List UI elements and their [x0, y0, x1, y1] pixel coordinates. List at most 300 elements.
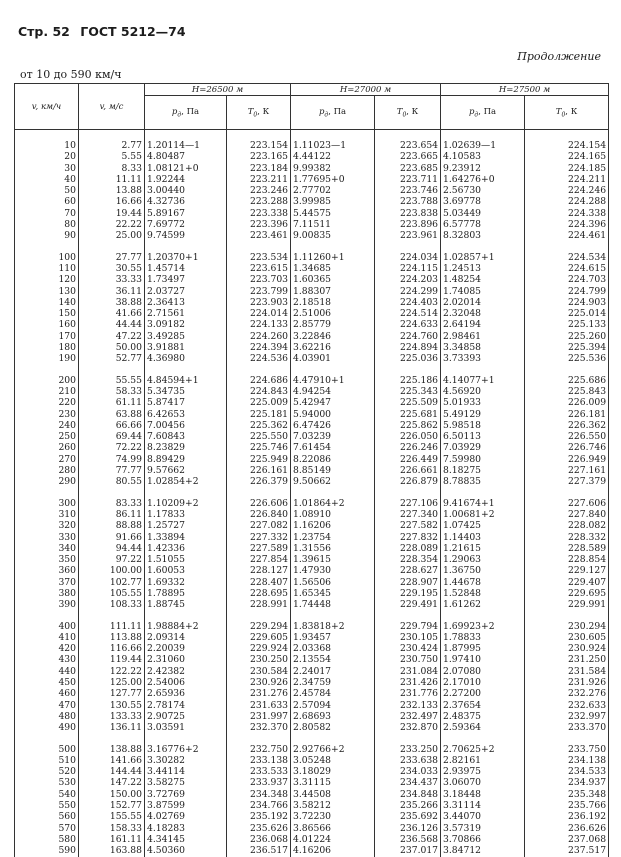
- pressure-cell: 2.57094: [291, 700, 375, 711]
- temperature-cell: 228.854: [525, 554, 609, 565]
- speed-ms-cell: 16.66: [79, 196, 145, 207]
- speed-kmh-cell: 460: [15, 688, 79, 699]
- temperature-cell: 225.843: [525, 386, 609, 397]
- temperature-cell: 224.338: [525, 208, 609, 219]
- temperature-cell: 234.533: [525, 766, 609, 777]
- pressure-cell: 2.93975: [441, 766, 525, 777]
- table-row: [15, 498, 609, 509]
- temperature-cell: 231.084: [375, 666, 441, 677]
- speed-kmh-cell: 580: [15, 834, 79, 845]
- temperature-cell: 232.497: [375, 711, 441, 722]
- speed-ms-cell: 133.33: [79, 711, 145, 722]
- pressure-cell: 1.23754: [291, 532, 375, 543]
- pressure-cell: 4.56920: [441, 386, 525, 397]
- speed-kmh-cell: 130: [15, 286, 79, 297]
- table-row: [15, 274, 609, 285]
- temperature-cell: 231.997: [227, 711, 291, 722]
- pressure-cell: 3.58275: [145, 777, 227, 788]
- temperature-cell: 223.184: [227, 163, 291, 174]
- speed-kmh-cell: 410: [15, 632, 79, 643]
- speed-kmh-cell: 60: [15, 196, 79, 207]
- temperature-cell: 232.997: [525, 711, 609, 722]
- pressure-cell: 1.42336: [145, 543, 227, 554]
- pressure-cell: 8.85149: [291, 465, 375, 476]
- pressure-cell: 6.42653: [145, 409, 227, 420]
- table-row: [15, 700, 609, 711]
- pressure-cell: 4.44122: [291, 151, 375, 162]
- temperature-cell: 230.424: [375, 643, 441, 654]
- pressure-cell: 1.25727: [145, 520, 227, 531]
- speed-kmh-cell: 420: [15, 643, 79, 654]
- pressure-cell: 3.72230: [291, 811, 375, 822]
- pressure-cell: 1.60053: [145, 565, 227, 576]
- temperature-cell: 237.017: [375, 845, 441, 856]
- temperature-cell: 225.186: [375, 375, 441, 386]
- speed-ms-cell: 36.11: [79, 286, 145, 297]
- temperature-cell: 223.154: [227, 140, 291, 151]
- temperature-cell: 226.746: [525, 442, 609, 453]
- temperature-cell: 229.195: [375, 588, 441, 599]
- pressure-cell: 4.94254: [291, 386, 375, 397]
- speed-ms-cell: 8.33: [79, 163, 145, 174]
- speed-kmh-cell: 430: [15, 654, 79, 665]
- speed-kmh-cell: 550: [15, 800, 79, 811]
- speed-kmh-cell: 290: [15, 476, 79, 487]
- header-speed-ms: v, м/с: [79, 84, 145, 130]
- pressure-cell: 5.94000: [291, 409, 375, 420]
- temperature-cell: 225.133: [525, 319, 609, 330]
- pressure-cell: 3.73393: [441, 353, 525, 364]
- temperature-cell: 226.449: [375, 454, 441, 465]
- table-row: [15, 409, 609, 420]
- pressure-cell: 1.16206: [291, 520, 375, 531]
- table-row: [15, 577, 609, 588]
- pressure-cell: 3.03591: [145, 722, 227, 733]
- pressure-cell: 1.97410: [441, 654, 525, 665]
- temperature-cell: 234.033: [375, 766, 441, 777]
- pressure-cell: 3.30282: [145, 755, 227, 766]
- pressure-cell: 3.44114: [145, 766, 227, 777]
- table-row: [15, 845, 609, 856]
- pressure-cell: 1.29063: [441, 554, 525, 565]
- temperature-cell: 233.533: [227, 766, 291, 777]
- pressure-cell: 4.02769: [145, 811, 227, 822]
- table-row: [15, 431, 609, 442]
- pressure-cell: 1.77695+0: [291, 174, 375, 185]
- temperature-cell: 224.843: [227, 386, 291, 397]
- pressure-cell: 2.78174: [145, 700, 227, 711]
- temperature-cell: 228.127: [227, 565, 291, 576]
- speed-kmh-cell: 400: [15, 621, 79, 632]
- temperature-cell: 234.766: [227, 800, 291, 811]
- temperature-cell: 224.299: [375, 286, 441, 297]
- table-row: [15, 565, 609, 576]
- temperature-cell: 229.407: [525, 577, 609, 588]
- temperature-cell: 223.461: [227, 230, 291, 241]
- pressure-cell: 3.49285: [145, 331, 227, 342]
- speed-ms-cell: 69.44: [79, 431, 145, 442]
- table-row: [15, 196, 609, 207]
- pressure-cell: 4.36980: [145, 353, 227, 364]
- pressure-cell: 1.44678: [441, 577, 525, 588]
- pressure-cell: 1.93457: [291, 632, 375, 643]
- temperature-cell: 231.633: [227, 700, 291, 711]
- header-pressure-3: $p_д$, Па: [441, 96, 525, 130]
- table-row: [15, 666, 609, 677]
- speed-kmh-cell: 510: [15, 755, 79, 766]
- temperature-cell: 226.661: [375, 465, 441, 476]
- temperature-cell: 234.937: [525, 777, 609, 788]
- temperature-cell: 225.260: [525, 331, 609, 342]
- speed-ms-cell: 116.66: [79, 643, 145, 654]
- pressure-cell: 1.69923+2: [441, 621, 525, 632]
- pressure-cell: 3.31115: [291, 777, 375, 788]
- header-speed-kmh: v, км/ч: [15, 84, 79, 130]
- pressure-cell: 1.07425: [441, 520, 525, 531]
- pressure-cell: 9.99382: [291, 163, 375, 174]
- table-row: [15, 520, 609, 531]
- pressure-cell: 3.18448: [441, 789, 525, 800]
- table-row: [15, 219, 609, 230]
- pressure-cell: 2.24017: [291, 666, 375, 677]
- temperature-cell: 232.870: [375, 722, 441, 733]
- temperature-cell: 223.211: [227, 174, 291, 185]
- pressure-cell: 3.16776+2: [145, 744, 227, 755]
- temperature-cell: 228.082: [525, 520, 609, 531]
- speed-ms-cell: 119.44: [79, 654, 145, 665]
- temperature-cell: 226.879: [375, 476, 441, 487]
- pressure-cell: 1.47930: [291, 565, 375, 576]
- speed-ms-cell: 47.22: [79, 331, 145, 342]
- pressure-cell: 7.59980: [441, 454, 525, 465]
- temperature-cell: 228.695: [227, 588, 291, 599]
- pressure-cell: 9.74599: [145, 230, 227, 241]
- header-altitude-1: H=26500 м: [145, 84, 291, 96]
- speed-kmh-cell: 520: [15, 766, 79, 777]
- temperature-cell: 225.362: [227, 420, 291, 431]
- temperature-cell: 223.838: [375, 208, 441, 219]
- speed-kmh-cell: 320: [15, 520, 79, 531]
- temperature-cell: 226.050: [375, 431, 441, 442]
- pressure-cell: 3.34858: [441, 342, 525, 353]
- pressure-cell: 9.57662: [145, 465, 227, 476]
- speed-kmh-cell: 160: [15, 319, 79, 330]
- temperature-cell: 226.161: [227, 465, 291, 476]
- temperature-cell: 228.991: [227, 599, 291, 610]
- temperature-cell: 224.403: [375, 297, 441, 308]
- pressure-cell: 4.16206: [291, 845, 375, 856]
- pressure-cell: 1.48254: [441, 274, 525, 285]
- speed-ms-cell: 122.22: [79, 666, 145, 677]
- speed-ms-cell: 83.33: [79, 498, 145, 509]
- speed-kmh-cell: 440: [15, 666, 79, 677]
- temperature-cell: 226.949: [525, 454, 609, 465]
- pressure-cell: 4.03901: [291, 353, 375, 364]
- pressure-cell: 3.18029: [291, 766, 375, 777]
- pressure-cell: 5.87417: [145, 397, 227, 408]
- temperature-cell: 233.370: [525, 722, 609, 733]
- table-row: [15, 632, 609, 643]
- speed-ms-cell: 127.77: [79, 688, 145, 699]
- temperature-cell: 226.840: [227, 509, 291, 520]
- table-row: [15, 375, 609, 386]
- table-row: [15, 263, 609, 274]
- temperature-cell: 224.894: [375, 342, 441, 353]
- pressure-cell: 3.22846: [291, 331, 375, 342]
- pressure-cell: 3.87599: [145, 800, 227, 811]
- temperature-cell: 235.626: [227, 823, 291, 834]
- temperature-cell: 223.534: [227, 252, 291, 263]
- pressure-cell: 4.18283: [145, 823, 227, 834]
- speed-ms-cell: 66.66: [79, 420, 145, 431]
- temperature-cell: 224.686: [227, 375, 291, 386]
- pressure-cell: 1.64276+0: [441, 174, 525, 185]
- temperature-cell: 229.491: [375, 599, 441, 610]
- pressure-cell: 5.49129: [441, 409, 525, 420]
- temperature-cell: 223.615: [227, 263, 291, 274]
- header-temperature-3: $T_0$, К: [525, 96, 609, 130]
- pressure-cell: 1.65345: [291, 588, 375, 599]
- speed-ms-cell: 72.22: [79, 442, 145, 453]
- temperature-cell: 227.832: [375, 532, 441, 543]
- pressure-cell: 2.03368: [291, 643, 375, 654]
- pressure-cell: 1.08910: [291, 509, 375, 520]
- speed-ms-cell: 58.33: [79, 386, 145, 397]
- table-row: [15, 766, 609, 777]
- speed-kmh-cell: 20: [15, 151, 79, 162]
- speed-kmh-cell: 370: [15, 577, 79, 588]
- speed-kmh-cell: 260: [15, 442, 79, 453]
- pressure-cell: 4.50360: [145, 845, 227, 856]
- temperature-cell: 232.750: [227, 744, 291, 755]
- table-row: [15, 331, 609, 342]
- temperature-cell: 232.633: [525, 700, 609, 711]
- pressure-cell: 1.14403: [441, 532, 525, 543]
- speed-ms-cell: 161.11: [79, 834, 145, 845]
- speed-kmh-cell: 250: [15, 431, 79, 442]
- pressure-cell: 3.99985: [291, 196, 375, 207]
- table-row: [15, 230, 609, 241]
- speed-ms-cell: 130.55: [79, 700, 145, 711]
- temperature-cell: 224.461: [525, 230, 609, 241]
- table-row: [15, 308, 609, 319]
- temperature-cell: 230.294: [525, 621, 609, 632]
- speed-ms-cell: 2.77: [79, 140, 145, 151]
- pressure-cell: 7.61454: [291, 442, 375, 453]
- temperature-cell: 232.370: [227, 722, 291, 733]
- pressure-cell: 2.03727: [145, 286, 227, 297]
- temperature-cell: 226.009: [525, 397, 609, 408]
- speed-kmh-cell: 240: [15, 420, 79, 431]
- pressure-cell: 2.77702: [291, 185, 375, 196]
- pressure-cell: 6.57778: [441, 219, 525, 230]
- speed-ms-cell: 30.55: [79, 263, 145, 274]
- temperature-cell: 227.082: [227, 520, 291, 531]
- temperature-cell: 230.605: [525, 632, 609, 643]
- speed-ms-cell: 44.44: [79, 319, 145, 330]
- speed-ms-cell: 27.77: [79, 252, 145, 263]
- temperature-cell: 236.192: [525, 811, 609, 822]
- temperature-cell: 223.396: [227, 219, 291, 230]
- speed-ms-cell: 91.66: [79, 532, 145, 543]
- table-row: [15, 811, 609, 822]
- pressure-cell: 9.41674+1: [441, 498, 525, 509]
- table-row: [15, 588, 609, 599]
- pressure-cell: 2.70625+2: [441, 744, 525, 755]
- pressure-cell: 2.64194: [441, 319, 525, 330]
- pressure-cell: 1.39615: [291, 554, 375, 565]
- pressure-cell: 1.87995: [441, 643, 525, 654]
- speed-ms-cell: 5.55: [79, 151, 145, 162]
- temperature-cell: 224.211: [525, 174, 609, 185]
- speed-ms-cell: 38.88: [79, 297, 145, 308]
- temperature-cell: 227.589: [227, 543, 291, 554]
- table-row: [15, 397, 609, 408]
- table-row: [15, 722, 609, 733]
- temperature-cell: 230.926: [227, 677, 291, 688]
- speed-ms-cell: 125.00: [79, 677, 145, 688]
- temperature-cell: 229.127: [525, 565, 609, 576]
- table-row: [15, 163, 609, 174]
- table-row: [15, 174, 609, 185]
- pressure-cell: 2.20039: [145, 643, 227, 654]
- temperature-cell: 224.799: [525, 286, 609, 297]
- speed-ms-cell: 86.11: [79, 509, 145, 520]
- temperature-cell: 223.903: [227, 297, 291, 308]
- temperature-cell: 224.203: [375, 274, 441, 285]
- temperature-cell: 224.615: [525, 263, 609, 274]
- pressure-cell: 3.06070: [441, 777, 525, 788]
- pressure-cell: 2.54006: [145, 677, 227, 688]
- speed-ms-cell: 61.11: [79, 397, 145, 408]
- pressure-cell: 1.61262: [441, 599, 525, 610]
- temperature-cell: 224.288: [525, 196, 609, 207]
- table-row: [15, 386, 609, 397]
- temperature-cell: 224.133: [227, 319, 291, 330]
- temperature-cell: 235.348: [525, 789, 609, 800]
- temperature-cell: 223.338: [227, 208, 291, 219]
- temperature-cell: 225.036: [375, 353, 441, 364]
- temperature-cell: 223.746: [375, 185, 441, 196]
- header-altitude-2: H=27000 м: [291, 84, 441, 96]
- temperature-cell: 229.794: [375, 621, 441, 632]
- table-row: [15, 442, 609, 453]
- pressure-cell: 2.27200: [441, 688, 525, 699]
- temperature-cell: 225.509: [375, 397, 441, 408]
- temperature-cell: 224.165: [525, 151, 609, 162]
- pressure-cell: 1.88307: [291, 286, 375, 297]
- pressure-cell: 1.73497: [145, 274, 227, 285]
- pressure-cell: 2.51006: [291, 308, 375, 319]
- table-row: [15, 532, 609, 543]
- temperature-cell: 236.068: [227, 834, 291, 845]
- pressure-cell: 5.89167: [145, 208, 227, 219]
- pressure-cell: 2.13554: [291, 654, 375, 665]
- table-row: [15, 677, 609, 688]
- table-row: [15, 777, 609, 788]
- temperature-cell: 225.746: [227, 442, 291, 453]
- temperature-cell: 236.126: [375, 823, 441, 834]
- speed-kmh-cell: 80: [15, 219, 79, 230]
- speed-ms-cell: 150.00: [79, 789, 145, 800]
- temperature-cell: 223.685: [375, 163, 441, 174]
- speed-kmh-cell: 200: [15, 375, 79, 386]
- speed-kmh-cell: 590: [15, 845, 79, 856]
- temperature-cell: 223.165: [227, 151, 291, 162]
- speed-kmh-cell: 180: [15, 342, 79, 353]
- speed-ms-cell: 138.88: [79, 744, 145, 755]
- table-row: [15, 711, 609, 722]
- table-row: [15, 252, 609, 263]
- pressure-cell: 7.11511: [291, 219, 375, 230]
- pressure-cell: 1.98884+2: [145, 621, 227, 632]
- table-row: [15, 286, 609, 297]
- pressure-cell: 3.05248: [291, 755, 375, 766]
- pressure-cell: 3.09182: [145, 319, 227, 330]
- table-row: [15, 208, 609, 219]
- temperature-cell: 223.799: [227, 286, 291, 297]
- block-spacer: [15, 488, 609, 498]
- temperature-cell: 226.550: [525, 431, 609, 442]
- speed-ms-cell: 63.88: [79, 409, 145, 420]
- speed-kmh-cell: 380: [15, 588, 79, 599]
- block-spacer: [15, 365, 609, 375]
- pressure-cell: 1.08121+0: [145, 163, 227, 174]
- speed-ms-cell: 100.00: [79, 565, 145, 576]
- pressure-cell: 4.34145: [145, 834, 227, 845]
- speed-ms-cell: 55.55: [79, 375, 145, 386]
- table-row: [15, 643, 609, 654]
- speed-ms-cell: 74.99: [79, 454, 145, 465]
- table-row: [15, 465, 609, 476]
- pressure-cell: 1.52848: [441, 588, 525, 599]
- pressure-cell: 1.88745: [145, 599, 227, 610]
- temperature-cell: 234.848: [375, 789, 441, 800]
- temperature-cell: 228.627: [375, 565, 441, 576]
- temperature-cell: 226.246: [375, 442, 441, 453]
- temperature-cell: 225.550: [227, 431, 291, 442]
- pressure-cell: 1.51055: [145, 554, 227, 565]
- pressure-cell: 2.07080: [441, 666, 525, 677]
- data-table: [14, 83, 609, 857]
- temperature-cell: 227.854: [227, 554, 291, 565]
- speed-ms-cell: 77.77: [79, 465, 145, 476]
- temperature-cell: 223.711: [375, 174, 441, 185]
- pressure-cell: 4.32736: [145, 196, 227, 207]
- table-row: [15, 140, 609, 151]
- temperature-cell: 235.266: [375, 800, 441, 811]
- table-row: [15, 420, 609, 431]
- pressure-cell: 3.31114: [441, 800, 525, 811]
- pressure-cell: 2.68693: [291, 711, 375, 722]
- pressure-cell: 1.78833: [441, 632, 525, 643]
- temperature-cell: 225.686: [525, 375, 609, 386]
- pressure-cell: 1.31556: [291, 543, 375, 554]
- speed-kmh-cell: 110: [15, 263, 79, 274]
- pressure-cell: 3.44508: [291, 789, 375, 800]
- pressure-cell: 4.47910+1: [291, 375, 375, 386]
- pressure-cell: 6.50113: [441, 431, 525, 442]
- speed-kmh-cell: 270: [15, 454, 79, 465]
- temperature-cell: 235.692: [375, 811, 441, 822]
- temperature-cell: 230.250: [227, 654, 291, 665]
- speed-ms-cell: 111.11: [79, 621, 145, 632]
- temperature-cell: 228.354: [375, 554, 441, 565]
- speed-ms-cell: 19.44: [79, 208, 145, 219]
- temperature-cell: 232.133: [375, 700, 441, 711]
- temperature-cell: 231.250: [525, 654, 609, 665]
- speed-kmh-cell: 30: [15, 163, 79, 174]
